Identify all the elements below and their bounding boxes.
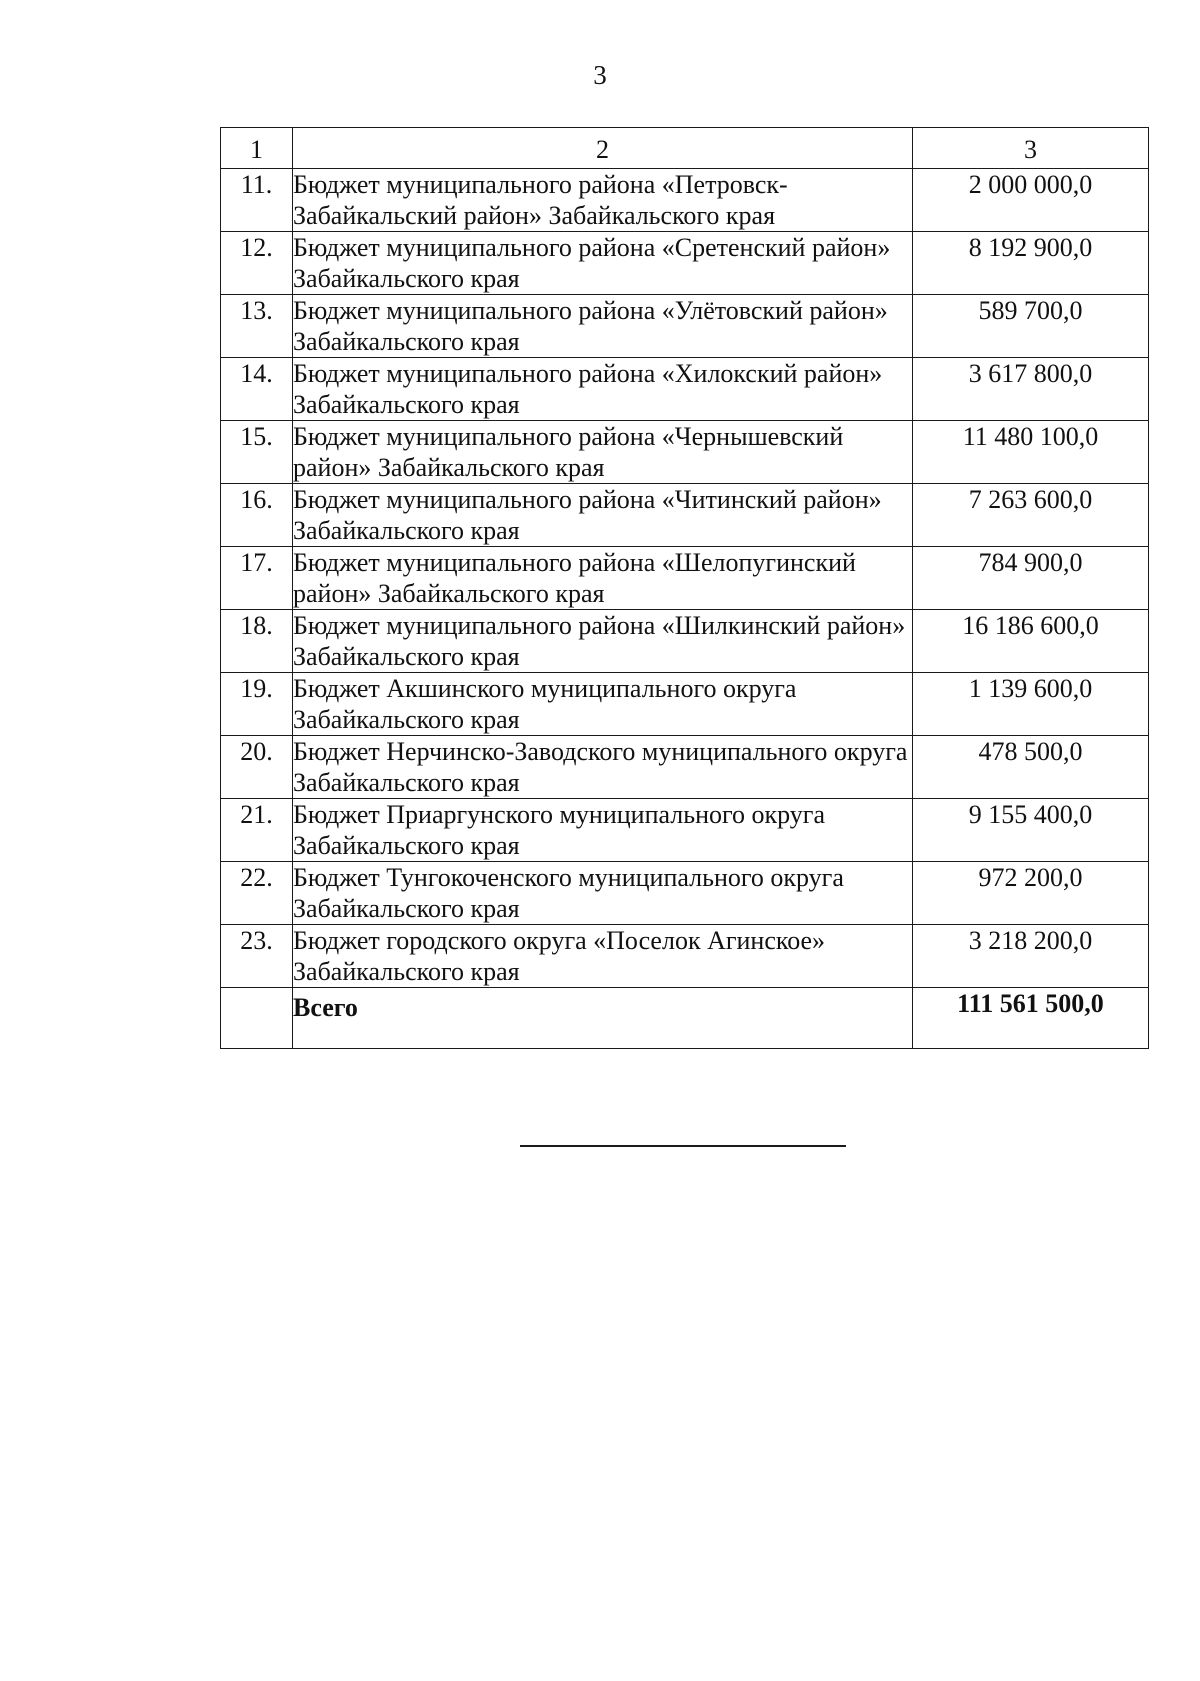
row-budget-name: Бюджет муниципального района «Улётовский район» Забайкальского края	[293, 295, 913, 358]
table-row	[221, 295, 1149, 358]
row-budget-name: Бюджет Приаргунского муниципального округа Забайкальского края	[293, 799, 913, 862]
table-row	[221, 169, 1149, 232]
row-budget-name: Бюджет Тунгокоченского муниципального округа Забайкальского края	[293, 862, 913, 925]
table-header-row	[221, 128, 1149, 169]
row-amount: 11 480 100,0	[913, 421, 1149, 484]
row-number: 15.	[221, 421, 293, 484]
total-amount: 111 561 500,0	[913, 988, 1149, 1049]
row-budget-name: Бюджет муниципального района «Читинский район» Забайкальского края	[293, 484, 913, 547]
row-amount: 478 500,0	[913, 736, 1149, 799]
row-budget-name: Бюджет муниципального района «Чернышевский район» Забайкальского края	[293, 421, 913, 484]
row-budget-name: Бюджет Нерчинско-Заводского муниципального округа Забайкальского края	[293, 736, 913, 799]
total-row	[221, 988, 1149, 1049]
row-budget-name: Бюджет муниципального района «Шелопугинский район» Забайкальского края	[293, 547, 913, 610]
column-header-amount: 3	[913, 128, 1149, 169]
table-row	[221, 547, 1149, 610]
row-number: 23.	[221, 925, 293, 988]
page-number: 3	[593, 60, 607, 90]
budget-table	[220, 127, 1149, 1049]
column-header-name: 2	[293, 128, 913, 169]
table-row	[221, 421, 1149, 484]
row-budget-name: Бюджет Акшинского муниципального округа Забайкальского края	[293, 673, 913, 736]
row-number: 12.	[221, 232, 293, 295]
row-number: 22.	[221, 862, 293, 925]
row-amount: 9 155 400,0	[913, 799, 1149, 862]
column-header-number: 1	[221, 128, 293, 169]
row-amount: 7 263 600,0	[913, 484, 1149, 547]
row-budget-name: Бюджет городского округа «Поселок Агинское» Забайкальского края	[293, 925, 913, 988]
row-amount: 16 186 600,0	[913, 610, 1149, 673]
table-row	[221, 736, 1149, 799]
table-row	[221, 610, 1149, 673]
table-row	[221, 925, 1149, 988]
table-row	[221, 232, 1149, 295]
row-amount: 589 700,0	[913, 295, 1149, 358]
row-number: 13.	[221, 295, 293, 358]
end-divider-line	[520, 1145, 846, 1147]
row-number: 17.	[221, 547, 293, 610]
row-amount: 8 192 900,0	[913, 232, 1149, 295]
total-label: Всего	[293, 988, 913, 1049]
row-budget-name: Бюджет муниципального района «Петровск-Забайкальский район» Забайкальского края	[293, 169, 913, 232]
row-amount: 3 218 200,0	[913, 925, 1149, 988]
row-number: 16.	[221, 484, 293, 547]
row-number: 19.	[221, 673, 293, 736]
row-amount: 972 200,0	[913, 862, 1149, 925]
total-number	[221, 988, 293, 1049]
table-row	[221, 358, 1149, 421]
row-budget-name: Бюджет муниципального района «Хилокский район» Забайкальского края	[293, 358, 913, 421]
row-number: 21.	[221, 799, 293, 862]
row-amount: 3 617 800,0	[913, 358, 1149, 421]
table-row	[221, 673, 1149, 736]
row-number: 11.	[221, 169, 293, 232]
row-amount: 784 900,0	[913, 547, 1149, 610]
row-number: 20.	[221, 736, 293, 799]
row-amount: 1 139 600,0	[913, 673, 1149, 736]
table-row	[221, 484, 1149, 547]
row-budget-name: Бюджет муниципального района «Сретенский район» Забайкальского края	[293, 232, 913, 295]
table-row	[221, 799, 1149, 862]
table-row	[221, 862, 1149, 925]
row-amount: 2 000 000,0	[913, 169, 1149, 232]
row-number: 18.	[221, 610, 293, 673]
row-budget-name: Бюджет муниципального района «Шилкинский район» Забайкальского края	[293, 610, 913, 673]
row-number: 14.	[221, 358, 293, 421]
